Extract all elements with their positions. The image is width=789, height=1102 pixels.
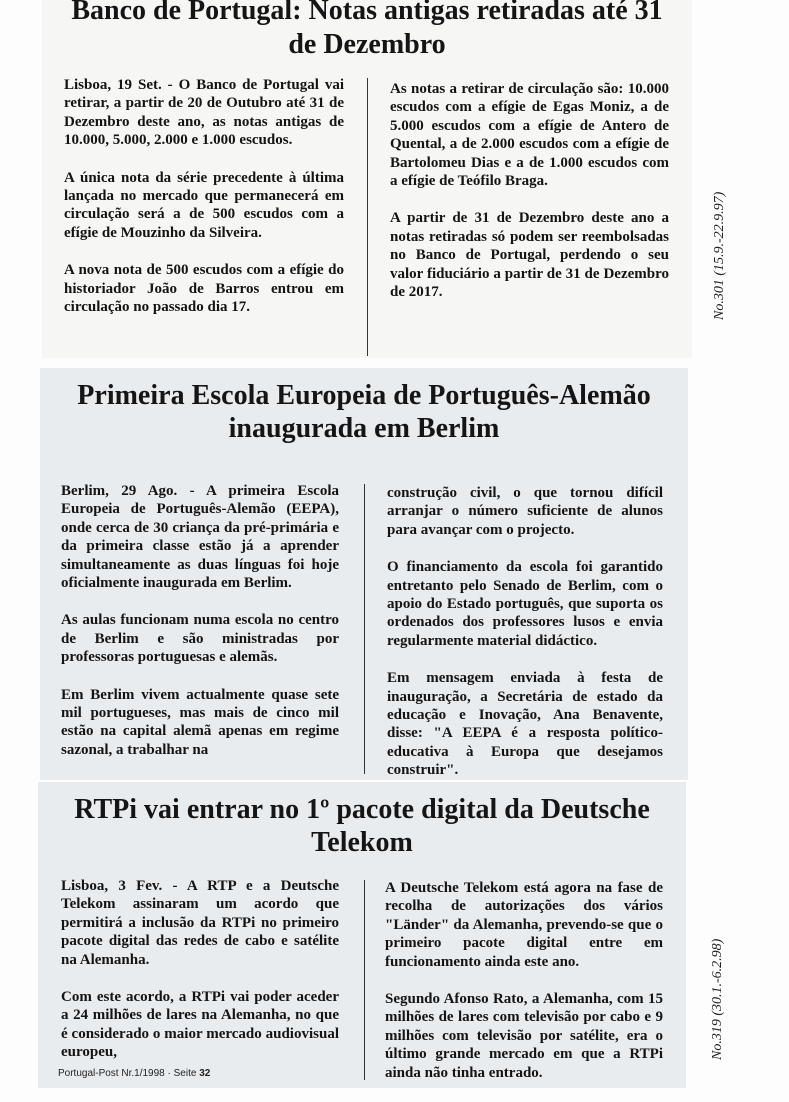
- column-divider: [364, 880, 365, 1080]
- paragraph: Lisboa, 3 Fev. - A RTP e a Deutsche Telekom assinaram um acordo que permitirá a inclusão da RTPi no primeiro pacote digital das redes de cabo e satélite na Alemanha.: [61, 878, 339, 968]
- issue-note-301: No.301 (15.9.-22.9.97): [712, 191, 727, 320]
- paragraph: A Deutsche Telekom está agora na fase de recolha de autorizações dos vários "Länder" da Alemanha, prevendo-se que o primeiro pacote digital entre em funcionamento ainda este ano.: [385, 880, 663, 970]
- paragraph: Berlim, 29 Ago. - A primeira Escola Europeia de Português-Alemão (EEPA), onde cerca de 30 criança da pré-primária e da primeira classe estão já a aprender simultaneamente as duas línguas foi hoje oficialmente inaugurada em Berlim.: [61, 483, 339, 592]
- paragraph: Em mensagem enviada à festa de inauguração, a Secretária de estado da educação e Inovação, Ana Benavente, disse: "A EEPA é a resposta político-educativa à Europa que desejamos construir".: [387, 670, 663, 779]
- article-rtpi-left-column: [61, 877, 339, 1081]
- paragraph: O financiamento da escola foi garantido entretanto pelo Senado de Berlim, com o apoio do Estado português, que suporta os ordenados dos professores lusos e envia regularmente material didáctico.: [387, 559, 663, 649]
- paragraph: A partir de 31 de Dezembro deste ano a notas retiradas só podem ser reembolsadas no Banco de Portugal, perdendo o seu valor fiduciário a partir de 31 de Dezembro de 2017.: [390, 210, 669, 301]
- paragraph: construção civil, o que tornou difícil arranjar o número suficiente de alunos para avançar com o projecto.: [387, 485, 663, 538]
- paragraph: Em Berlim vivem actualmente quase sete mil portugueses, mas mais de cinco mil estão na capital alemã apenas em regime sazonal, a trabalhar na: [61, 686, 339, 758]
- issue-note-319: No.319 (30.1.-6.2.98): [710, 938, 725, 1060]
- column-divider: [367, 78, 368, 356]
- paragraph: As aulas funcionam numa escola no centro de Berlim e são ministradas por professoras portuguesas e alemãs.: [61, 612, 339, 666]
- paragraph: As notas a retirar de circulação são: 10.000 escudos com a efígie de Egas Moniz, a de 5.000 escudos com a efígie de Antero de Quental, a de 2.000 escudos com a efígie de Bartolomeu Dias e a de 1.000 escudos com a efígie de Teófilo Braga.: [390, 81, 669, 190]
- page-footer: [58, 1068, 210, 1079]
- article-banco-left-column: [64, 76, 344, 335]
- paragraph: Segundo Afonso Rato, a Alemanha, com 15 milhões de lares com televisão por cabo e 9 milhões com televisão por satélite, era o último grande mercado em que a RTPi ainda não tinha entrado.: [385, 991, 663, 1081]
- paragraph: A nova nota de 500 escudos com a efígie do historiador João de Barros entrou em circulação no passado dia 17.: [64, 262, 344, 316]
- paragraph: Lisboa, 19 Set. - O Banco de Portugal vai retirar, a partir de 20 de Outubro até 31 de Dezembro deste ano, as notas antigas de 10.000, 5.000, 2.000 e 1.000 escudos.: [64, 77, 344, 149]
- article-escola-right-column: [387, 484, 663, 799]
- article-escola-left-column: [61, 482, 339, 778]
- page-number: 32: [199, 1068, 211, 1079]
- paragraph: Com este acordo, a RTPi vai poder aceder a 24 milhões de lares na Alemanha, no que é considerado o maior mercado audiovisual europeu,: [61, 989, 339, 1061]
- headline-rtpi: RTPi vai entrar no 1º pacote digital da Deutsche Telekom: [74, 794, 650, 858]
- headline-escola-europeia: Primeira Escola Europeia de Português-Alemão inaugurada em Berlim: [77, 380, 651, 444]
- article-rtpi-right-column: [385, 879, 663, 1101]
- column-divider: [364, 484, 365, 774]
- headline-banco-de-portugal: Banco de Portugal: Notas antigas retiradas até 31 de Dezembro: [71, 0, 663, 60]
- footer-text: Portugal-Post Nr.1/1998 · Seite: [58, 1068, 200, 1079]
- article-banco-right-column: [390, 80, 669, 320]
- paragraph: A única nota da série precedente à última lançada no mercado que permanecerá em circulação será a de 500 escudos com a efígie de Mouzinho da Silveira.: [64, 169, 344, 241]
